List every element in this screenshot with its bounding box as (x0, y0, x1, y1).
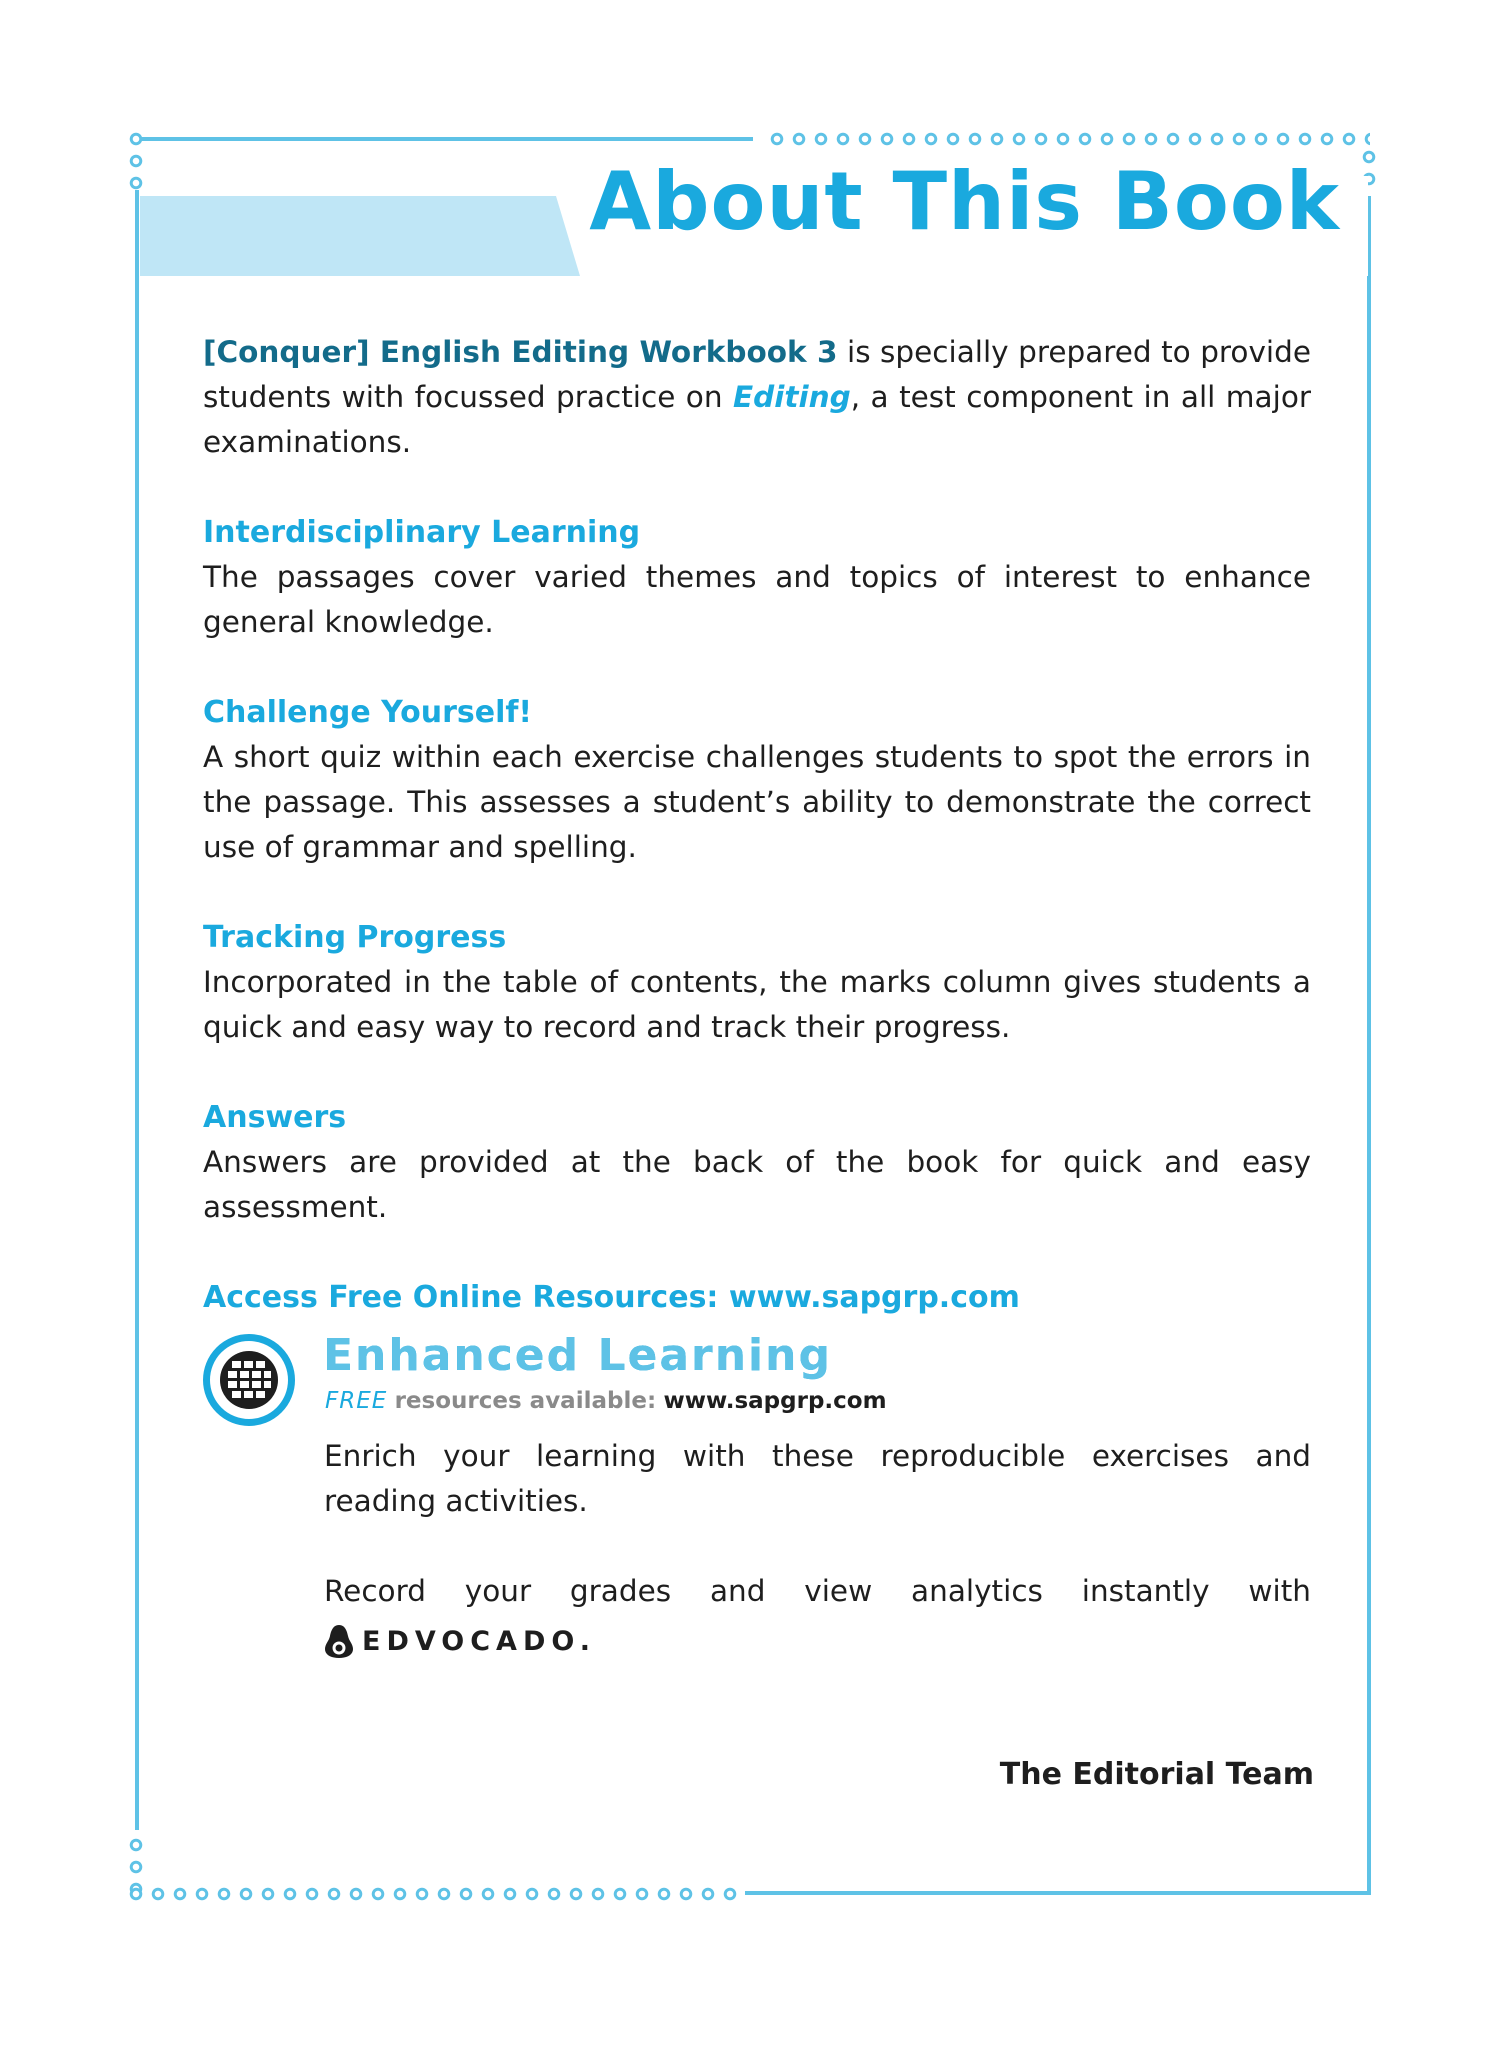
free-label: FREE (325, 1388, 388, 1414)
section-body: A short quiz within each exercise challenges students to spot the errors in the passage. This assesses a student’s ability to demonstrate the correct use of grammar and spelling. (203, 740, 1311, 864)
intro-paragraph (203, 330, 1311, 465)
resources-url[interactable]: www.sapgrp.com (663, 1388, 887, 1414)
section-interdisciplinary (203, 510, 1311, 645)
enhanced-learning-title: Enhanced Learning (323, 1330, 832, 1381)
frame-top-line (133, 137, 753, 141)
book-title: [Conquer] English Editing Workbook 3 (203, 335, 838, 369)
signoff: The Editorial Team (999, 1757, 1314, 1792)
enhanced-learning-banner (203, 1330, 1311, 1434)
edvocado-wordmark: EDVOCADO. (362, 1625, 596, 1657)
frame-left-line (135, 190, 139, 1830)
section-tracking (203, 915, 1311, 1050)
section-body: Answers are provided at the back of the book for quick and easy assessment. (203, 1145, 1311, 1224)
page-title: About This Book (589, 155, 1340, 248)
intro-text-before: is specially prepared to provide students with focussed practice on (203, 335, 1311, 414)
available-label: resources available: (394, 1388, 657, 1414)
section-heading: Challenge Yourself! (203, 695, 533, 730)
edvocado-logo-icon (324, 1623, 354, 1659)
frame-right-line (1367, 196, 1371, 1892)
section-answers (203, 1095, 1311, 1230)
section-body: The passages cover varied themes and topics of interest to enhance general knowledge. (203, 560, 1311, 639)
section-challenge (203, 690, 1311, 870)
section-body: Incorporated in the table of contents, the marks column gives students a quick and easy way to record and track their progress. (203, 965, 1311, 1044)
enhanced-learning-subtitle (325, 1386, 887, 1416)
enrich-paragraph: Enrich your learning with these reproducible exercises and reading activities. (324, 1439, 1311, 1518)
section-heading: Answers (203, 1100, 347, 1135)
edvocado-brand (324, 1616, 1311, 1666)
frame-bottom-line (745, 1891, 1371, 1895)
enhanced-learning-logo-icon (203, 1334, 295, 1426)
access-resources-link[interactable]: Access Free Online Resources: www.sapgrp.com (203, 1280, 1020, 1315)
frame-topleft-dots (129, 132, 143, 192)
frame-top-dots (770, 132, 1370, 146)
section-heading: Tracking Progress (203, 920, 507, 955)
section-heading: Interdisciplinary Learning (203, 515, 641, 550)
record-paragraph: Record your grades and view analytics instantly with (324, 1574, 1311, 1608)
main-content (203, 330, 1311, 1666)
intro-highlight: Editing (733, 380, 851, 414)
frame-bottom-dots (129, 1887, 745, 1901)
intro-text-after: , a test component in all major examinations. (203, 380, 1311, 459)
